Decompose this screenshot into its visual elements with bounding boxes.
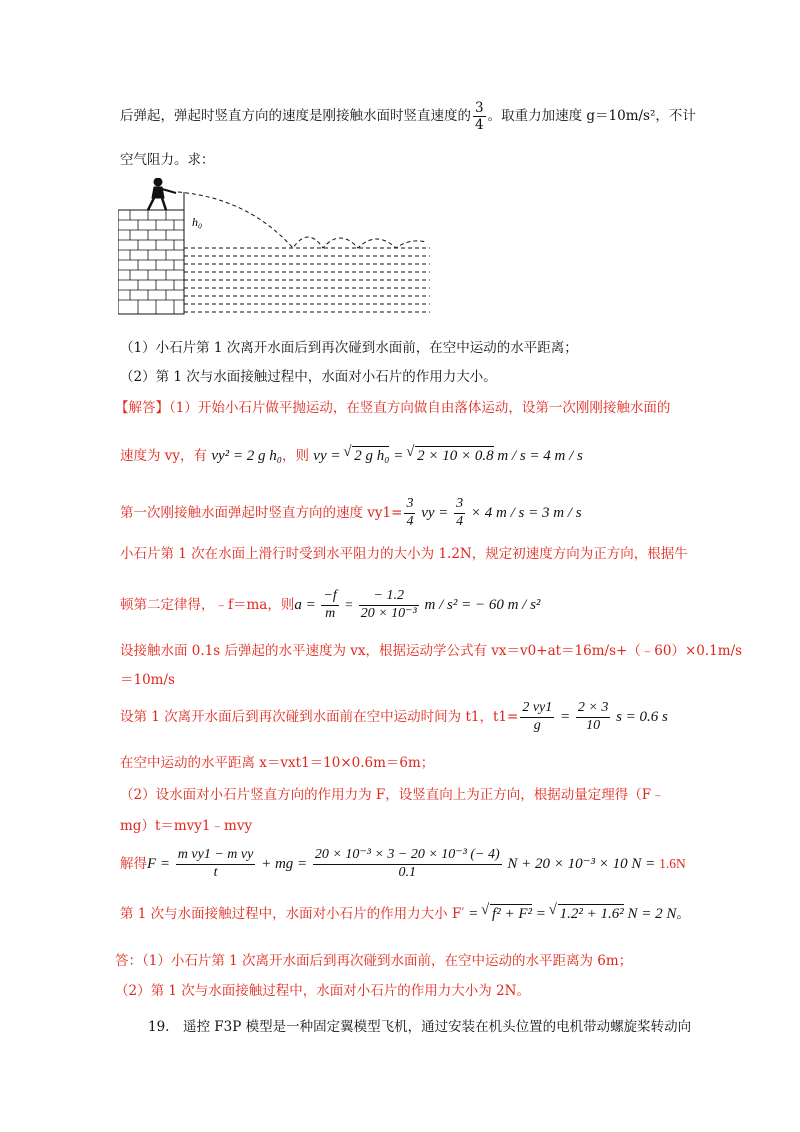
solution-line-4: 小石片第 1 次在水面上滑行时受到水平阻力的大小为 1.2N，规定初速度方向为正方向，根据牛 <box>120 546 688 562</box>
solution-line-11: mg）t＝mvy1﹣mvy <box>120 818 253 834</box>
solution-line-9: 在空中运动的水平距离 x＝vxt1＝10×0.6m＝6m； <box>120 755 435 771</box>
problem-line-2: 空气阻力。求： <box>120 152 215 168</box>
solution-line-2: 速度为 vy，有 vy² = 2 g h₀，则 vy = √ 2 g h₀ = √ 2 × 10 × 0.8 m / s = 4 m / s <box>120 446 583 465</box>
answer-line-2: （2）第 1 次与水面接触过程中，水面对小石片的作用力大小为 2N。 <box>115 983 530 999</box>
solution-line-10: （2）设水面对小石片竖直方向的作用力为 F，设竖直向上为正方向，根据动量定理得（F﹣ <box>120 787 665 803</box>
fraction-three-quarters: $\frac{3}{4}$ <box>475 100 484 134</box>
solution-line-6: 设接触水面 0.1s 后弹起的水平速度为 vx，根据运动学公式有 vx＝v0+at＝16m/s+（﹣60）×0.1m/s <box>120 643 743 659</box>
answer-line-1: 答：（1）小石片第 1 次离开水面后到再次碰到水面前，在空中运动的水平距离为 6m； <box>115 953 633 969</box>
question-2: （2）第 1 次与水面接触过程中，水面对小石片的作用力大小。 <box>120 369 497 385</box>
solution-line-12: 解得F = $\frac{\text{m vy1 − m vy}}{t}$ + mg = $\frac{\text{20 × 10⁻³ × 3 − 20 × 10⁻³ (− 4)}}{0.1}$ N + 20 × 10⁻³ × 10 N = 1.6N <box>120 847 686 880</box>
thrower-figure <box>148 178 176 210</box>
solution-line-3: 第一次刚接触水面弹起时竖直方向的速度 vy1= $\frac{3}{4}$ vy = $\frac{3}{4}$ × 4 m / s = 3 m / s <box>120 496 582 529</box>
solution-line-13: 第 1 次与水面接触过程中，水面对小石片的作用力大小 F′ = √ f² + F² = √ 1.2² + 1.6² N = 2 N。 <box>120 904 690 923</box>
next-question-19: 19. 遥控 F3P 模型是一种固定翼模型飞机，通过安装在机头位置的电机带动螺旋桨转动向 <box>148 1019 692 1035</box>
solution-line-1: 【解答】（1）开始小石片做平抛运动，在竖直方向做自由落体运动，设第一次刚刚接触水面的 <box>115 400 671 416</box>
solution-line-7: ＝10m/s <box>120 672 175 688</box>
problem-line-1: 后弹起，弹起时竖直方向的速度是刚接触水面时竖直速度的 $\frac{3}{4}$ 。取重力加速度 g＝10m/s²，不计 <box>120 100 696 134</box>
water-lines <box>184 248 430 312</box>
question-1: （1）小石片第 1 次离开水面后到再次碰到水面前，在空中运动的水平距离； <box>120 340 578 356</box>
solution-line-8: 设第 1 次离开水面后到再次碰到水面前在空中运动时间为 t1，t1= $\frac{2 vy1}{g}$ = $\frac{2 \times 3}{10}$ s = 0.6 s <box>120 700 668 733</box>
brick-wall <box>118 210 184 314</box>
solution-line-5: 顿第二定律得，﹣f＝ma，则a = $\frac{-f}{m}$ = $\frac{- 1.2}{\text{20 × 10⁻³}}$ m / s² = − 60 m / s² <box>120 588 541 621</box>
height-label: h₀ <box>192 215 203 229</box>
skipping-stone-figure <box>118 178 438 318</box>
stone-trajectory <box>178 192 426 248</box>
